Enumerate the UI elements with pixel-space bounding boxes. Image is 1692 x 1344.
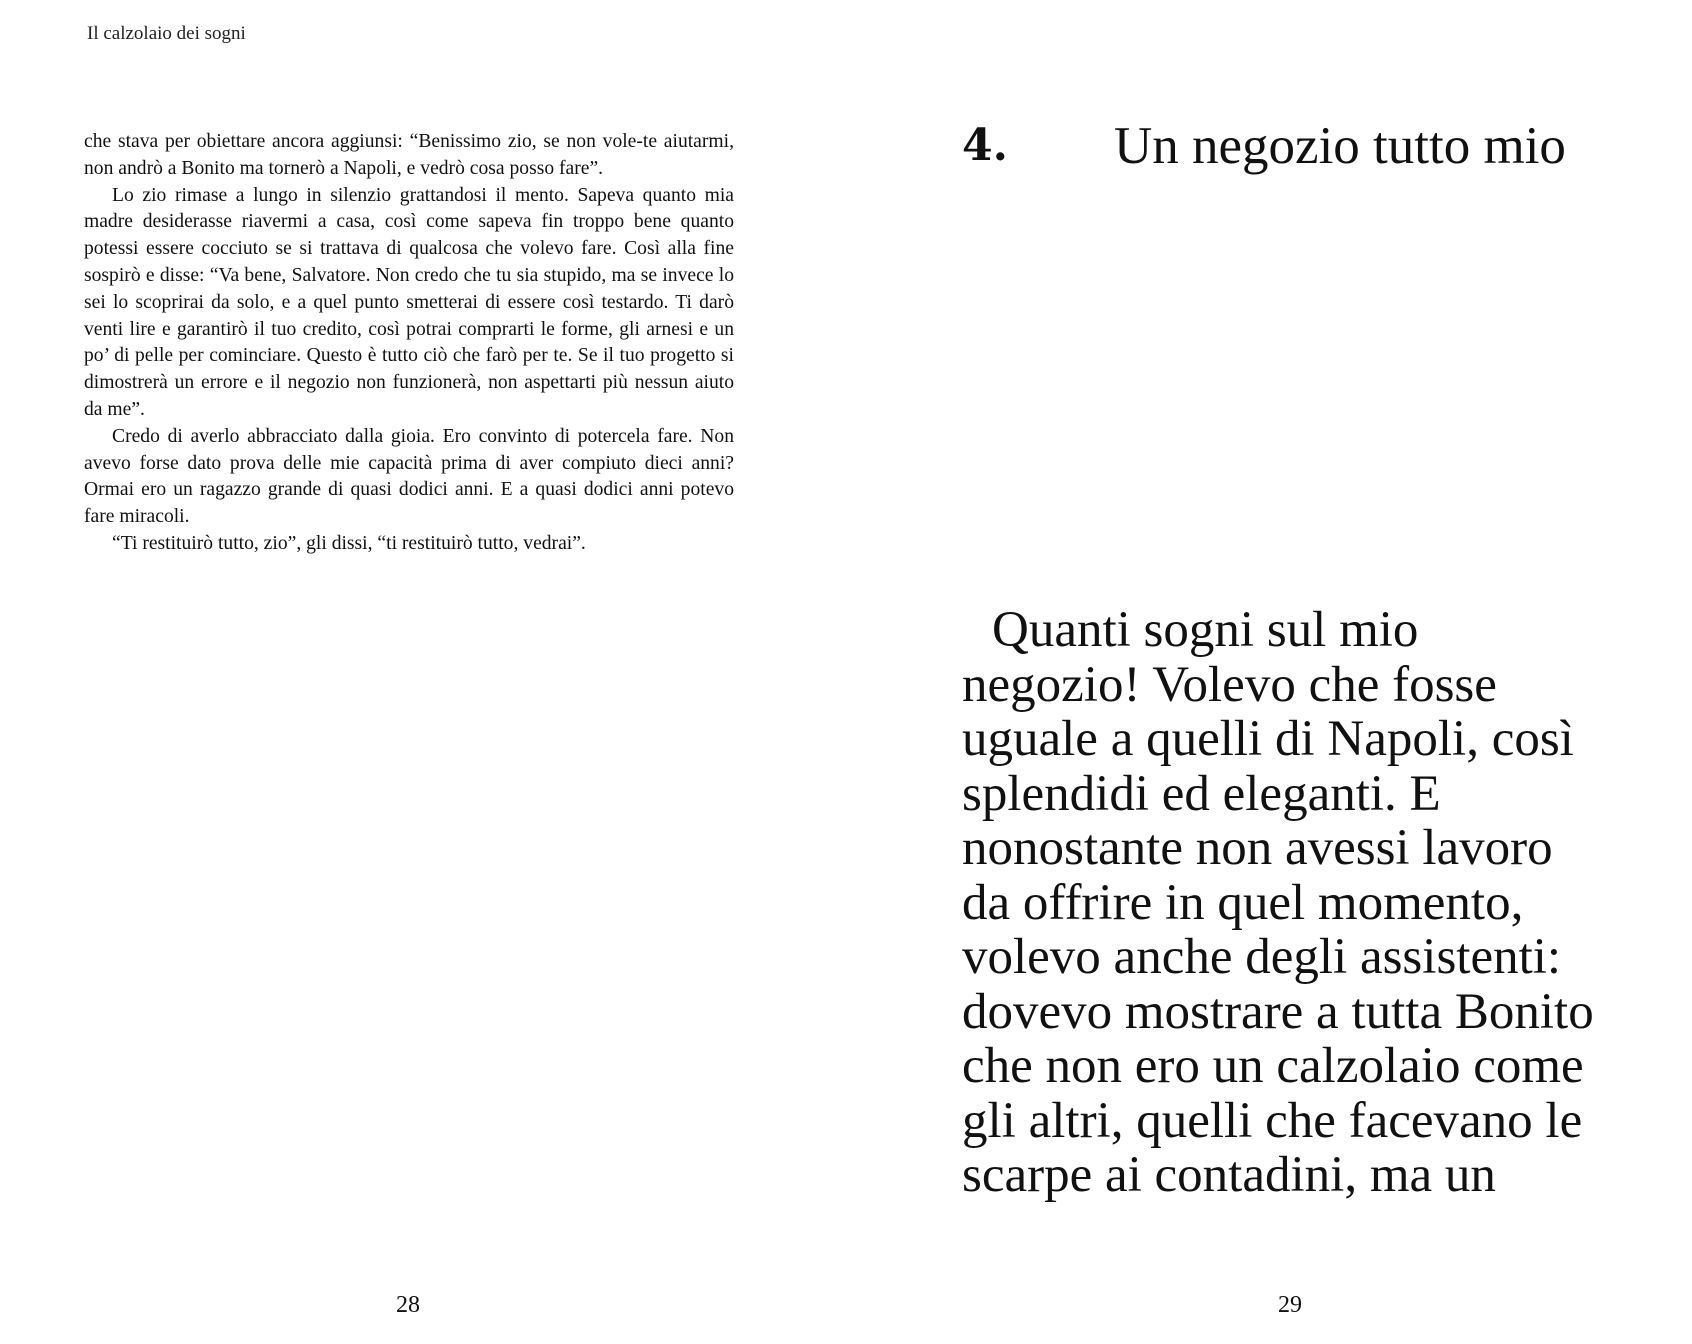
body-line: Quanti sogni sul mio [992, 602, 1419, 658]
page-number-right: 29 [1278, 1292, 1302, 1318]
page-number-left: 28 [396, 1292, 420, 1318]
body-line: da offrire in quel momento, [962, 874, 1524, 931]
body-line: gli altri, quelli che facevano le [962, 1092, 1583, 1149]
chapter-heading [962, 114, 1662, 184]
right-page-body [962, 603, 1662, 1203]
left-page-body [84, 129, 734, 558]
paragraph: che stava per obiettare ancora aggiunsi: “Benissimo zio, se non vole-te aiutarmi, non andrò a Bonito ma tornerò a Napoli, e vedrò cosa posso fare”. [84, 131, 734, 179]
body-line: dovevo mostrare a tutta Bonito [962, 983, 1594, 1040]
body-line: scarpe ai contadini, ma un [962, 1147, 1496, 1203]
body-line: splendidi ed eleganti. E [962, 765, 1441, 822]
body-line: negozio! Volevo che fosse [962, 656, 1497, 713]
body-line: che non ero un calzolaio come [962, 1038, 1584, 1094]
chapter-title: Un negozio tutto mio [1114, 117, 1566, 175]
body-line: uguale a quelli di Napoli, così [962, 711, 1574, 767]
body-line: nonostante non avessi lavoro [962, 820, 1553, 876]
paragraph: “Ti restituirò tutto, zio”, gli dissi, “ti restituirò tutto, vedrai”. [112, 532, 586, 554]
chapter-number: 4. [962, 120, 1008, 171]
paragraph: Lo zio rimase a lungo in silenzio grattandosi il mento. Sapeva quanto mia madre desiderasse riavermi a casa, così come sapeva fin troppo bene quanto potessi essere cocciuto se si trattava di qualcosa che volevo fare. Così alla fine sospirò e disse: “Va bene, Salvatore. Non credo che tu sia stupido, ma se invece lo sei lo scoprirai da solo, e a quel punto smetterai di essere così testardo. Ti darò venti lire e garantirò il tuo credito, così potrai comprarti le forme, gli arnesi e un po’ di pelle per cominciare. Questo è tutto ciò che farò per te. Se il tuo progetto si dimostrerà un errore e il negozio non funzionerà, non aspettarti più nessun aiuto da me”. [84, 184, 734, 420]
body-line: volevo anche degli assistenti: [962, 929, 1562, 985]
paragraph: Credo di averlo abbracciato dalla gioia. Ero convinto di potercela fare. Non avevo forse dato prova delle mie capacità prima di aver compiuto dieci anni? Ormai ero un ragazzo grande di quasi dodici anni. E a quasi dodici anni potevo fare miracoli. [84, 425, 734, 528]
running-header: Il calzolaio dei sogni [87, 23, 246, 44]
